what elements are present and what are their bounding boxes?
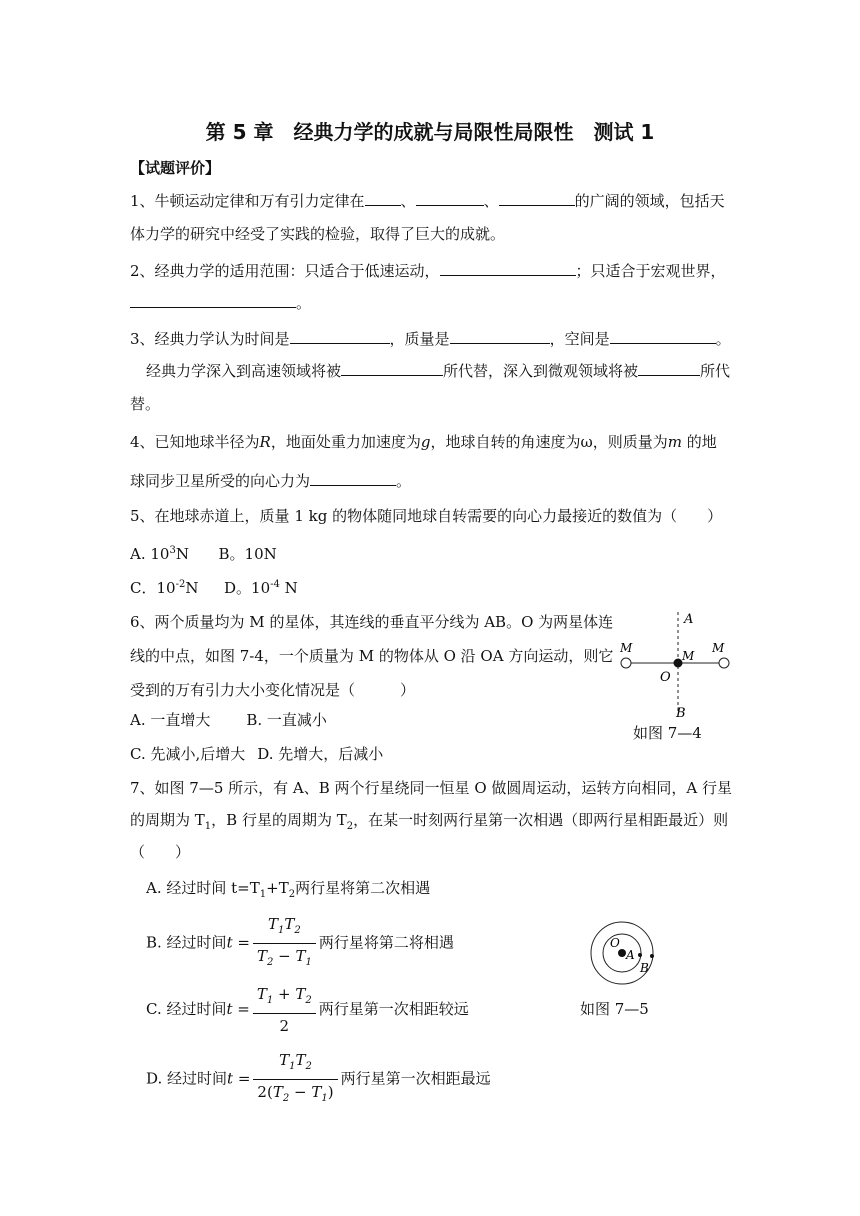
q3-text: ，质量是 <box>389 330 450 348</box>
unit: N <box>279 579 298 597</box>
q3-line1 <box>130 328 731 349</box>
subscript: 1 <box>259 889 267 900</box>
var-t: t <box>226 933 233 952</box>
q7-text: ，B 行星的周期为 T <box>211 811 347 829</box>
q7-option-a-text: A. 经过时间 t=T <box>146 879 260 897</box>
var-m: m <box>667 433 682 451</box>
q7-option-c-text: C. 经过时间 <box>146 1000 227 1018</box>
q2-text: ；只适合于宏观世界， <box>575 262 726 280</box>
equals-sign: = <box>237 1000 250 1018</box>
q4-text: 4、已知地球半径为 <box>130 433 260 451</box>
q4-text: 球同步卫星所受的向心力为 <box>130 472 311 490</box>
star-right <box>719 658 729 668</box>
q7-option-c[interactable] <box>146 984 469 1036</box>
star-left <box>621 658 631 668</box>
q7-text: ，在某一时刻两行星第一次相遇（即两行星相距最近）则 <box>353 811 729 829</box>
q2-blank-2[interactable] <box>130 292 296 308</box>
subscript: 2 <box>346 821 354 832</box>
label-A: A <box>626 948 635 962</box>
q3-text: 3、经典力学认为时间是 <box>130 330 290 348</box>
q7-option-c-text: 两行星第一次相距较远 <box>318 1000 469 1018</box>
label-B: B <box>640 961 649 975</box>
q5-option-d[interactable] <box>224 579 298 597</box>
q3-line3: 替。 <box>130 395 161 413</box>
page-title: 第 5 章 经典力学的成就与局限性局限性 测试 1 <box>205 120 655 144</box>
fraction: $\frac{T_1T_2}{T_2 - T_1}$ <box>253 914 316 973</box>
q7-option-a-text: +T <box>266 879 289 897</box>
exponent: 3 <box>169 545 176 556</box>
q1-blank-1[interactable] <box>365 190 401 206</box>
q4-blank-1[interactable] <box>310 470 396 486</box>
label-O: O <box>660 670 671 685</box>
fraction: $\frac{T_1T_2}{2(T_2 - T_1)}$ <box>253 1050 337 1109</box>
q5-option-c-text: C．10 <box>130 579 176 597</box>
figure-7-4-caption: 如图 7—4 <box>633 724 702 742</box>
q7-option-d[interactable] <box>146 1050 491 1109</box>
q5-option-d-text: D。10 <box>224 579 271 597</box>
q7-option-d-text: 两行星第一次相距最远 <box>340 1069 491 1088</box>
label-M-center: M <box>682 649 695 663</box>
q2-blank-1[interactable] <box>440 260 576 276</box>
q6-line1: 6、两个质量均为 M 的星体，其连线的垂直平分线为 AB。O 为两星体连 <box>130 613 614 631</box>
q6-option-b[interactable]: B. 一直减小 <box>246 711 327 729</box>
q7-option-d-text: D. 经过时间 <box>146 1069 228 1088</box>
q5-option-b[interactable]: B。10N <box>218 545 277 563</box>
figure-7-5-caption: 如图 7—5 <box>580 1000 649 1018</box>
label-O: O <box>610 936 620 950</box>
label-M-left: M <box>620 641 633 655</box>
q3-blank-5[interactable] <box>638 360 700 376</box>
q5-options-2 <box>130 575 298 598</box>
section-heading: 【试题评价】 <box>130 159 221 177</box>
q6-options-1 <box>130 710 327 730</box>
q3-text: 经典力学深入到高速领域将被 <box>146 362 342 380</box>
exponent: -2 <box>175 579 186 590</box>
q4-text: 。 <box>396 472 412 490</box>
q1-sep: 、 <box>400 192 416 210</box>
q6-option-d[interactable]: D. 先增大，后减小 <box>257 745 384 763</box>
q3-blank-4[interactable] <box>341 360 443 376</box>
q5-option-a-text: A. 10 <box>130 545 170 563</box>
q7-option-a-text: 两行星将第二次相遇 <box>295 879 431 897</box>
q6-line2: 线的中点，如图 7-4，一个质量为 M 的物体从 O 沿 OA 方向运动，则它 <box>130 647 614 665</box>
star-O <box>618 949 626 957</box>
q5-options-1 <box>130 541 277 564</box>
planet-B <box>650 954 654 958</box>
q3-text: 所代 <box>700 362 731 380</box>
q2-text: 。 <box>296 294 312 312</box>
var-t: t <box>226 1000 233 1018</box>
equals-sign: = <box>237 933 250 952</box>
q7-option-b-text: 两行星将第二将相遇 <box>318 933 454 952</box>
q3-text: 所代替，深入到微观领域将被 <box>443 362 639 380</box>
label-A: A <box>684 612 694 627</box>
q2-line1 <box>130 260 726 281</box>
q6-option-c[interactable]: C. 先减小,后增大 <box>130 745 246 763</box>
figure-7-5 <box>584 916 664 990</box>
q2-text: 2、经典力学的适用范围：只适合于低速运动， <box>130 262 440 280</box>
q7-option-a[interactable] <box>146 878 430 905</box>
q1-blank-2[interactable] <box>416 190 484 206</box>
q1-line2: 体力学的研究中经受了实践的检验，取得了巨大的成就。 <box>130 225 506 243</box>
q7-line2 <box>130 810 728 837</box>
label-M-right: M <box>712 641 725 655</box>
q1-blank-3[interactable] <box>499 190 575 206</box>
q3-text: ，空间是 <box>549 330 610 348</box>
q4-text: 的地 <box>681 433 717 451</box>
q7-text: 的周期为 T <box>130 811 205 829</box>
q4-text: ，地面处重力加速度为 <box>270 433 421 451</box>
q5-option-a[interactable] <box>130 545 189 563</box>
q4-line1 <box>130 432 717 452</box>
subscript: 1 <box>204 821 212 832</box>
q3-blank-1[interactable] <box>290 328 390 344</box>
q4-text: ，地球自转的角速度为ω，则质量为 <box>430 433 668 451</box>
var-g: g <box>420 433 431 451</box>
q5-option-c[interactable] <box>130 579 198 597</box>
q6-options-2 <box>130 744 383 764</box>
q7-option-b[interactable] <box>146 914 454 973</box>
q4-line2 <box>130 470 411 491</box>
q3-blank-3[interactable] <box>610 328 716 344</box>
q3-line2 <box>146 360 730 381</box>
q1-text: 的广阔的领域，包括天 <box>574 192 725 210</box>
exponent: -4 <box>270 579 280 590</box>
q7-option-b-text: B. 经过时间 <box>146 933 227 952</box>
var-t: t <box>227 1069 234 1088</box>
q7-line3: （ ） <box>130 843 191 861</box>
q6-line3: 受到的万有引力大小变化情况是（ ） <box>130 681 416 699</box>
label-B: B <box>676 706 686 721</box>
q1-sep: 、 <box>483 192 499 210</box>
var-R: R <box>259 433 271 451</box>
fraction: $\frac{T_1 + T_2}{2}$ <box>253 984 316 1036</box>
q7-line1: 7、如图 7—5 所示，有 A、B 两个行星绕同一恒星 O 做圆周运动，运转方向相同，A 行星 <box>130 779 732 797</box>
q3-blank-2[interactable] <box>450 328 550 344</box>
unit: N <box>175 545 189 563</box>
figure-7-4 <box>612 606 740 722</box>
q2-line2 <box>130 292 311 313</box>
q1-line1 <box>130 190 725 211</box>
q6-option-a[interactable]: A. 一直增大 <box>130 711 211 729</box>
q5-stem: 5、在地球赤道上，质量 1 kg 的物体随同地球自转需要的向心力最接近的数值为（ ） <box>130 507 723 525</box>
q1-text: 1、牛顿运动定律和万有引力定律在 <box>130 192 365 210</box>
planet-A <box>638 953 642 957</box>
subscript: 2 <box>288 889 296 900</box>
q3-text: 。 <box>715 330 731 348</box>
equals-sign: = <box>237 1069 251 1088</box>
unit: N <box>185 579 199 597</box>
